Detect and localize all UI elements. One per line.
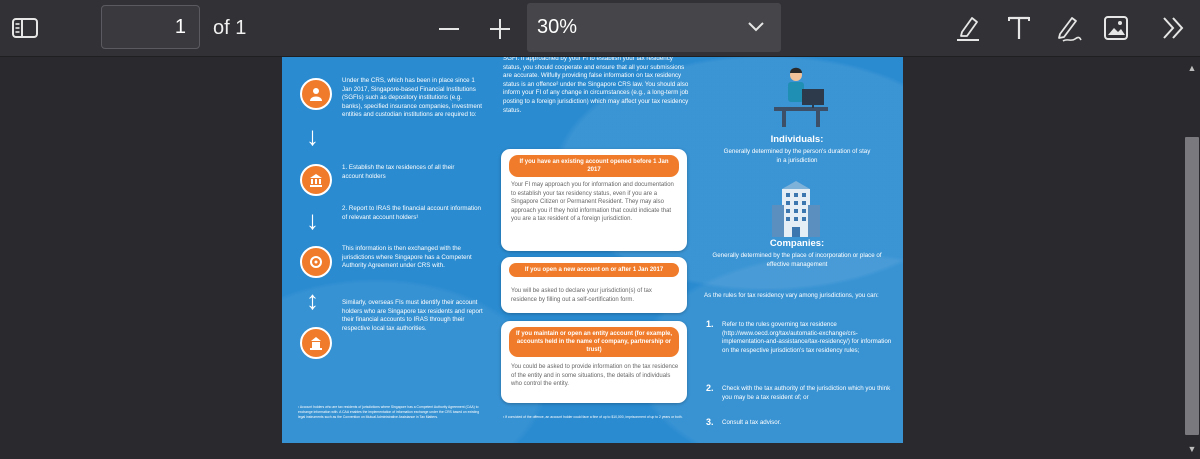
- bank-icon: [300, 164, 332, 196]
- sidebar-toggle-icon: [11, 17, 39, 39]
- rule-two-text: Check with the tax authority of the jurisdiction which you think you may be a tax resident of; or: [722, 385, 891, 401]
- rule-three-text: Consult a tax advisor.: [722, 419, 782, 426]
- middle-footnote: ² If convicted of the offence, an account holder could face a fine of up to $10,000, imprisonment of up to 2 years or both.: [503, 415, 683, 419]
- overseas-text: Similarly, overseas FIs must identify their account holders who are Singapore tax residents and report their financial accounts to IRAS through their respective local tax authorities.: [342, 299, 483, 332]
- entity-account-body: You could be asked to provide information on the tax residence of the entity and in some situations, the details of individuals who control the entity.: [511, 364, 679, 387]
- rule-three-number: 3.: [706, 417, 714, 427]
- scroll-down-icon[interactable]: ▼: [1187, 444, 1197, 454]
- crs-intro-text: Under the CRS, which has been in place since 1 Jan 2017, Singapore-based Financial Institutions (SGFIs) such as depository institutions (e.g. banks), specified insurance companies, investment entities and custodian institutions are required to:: [342, 77, 482, 119]
- existing-account-body: Your FI may approach you for information and documentation to establish your tax residency status, even if you are a Singapore Citizen or Permanent Resident. They may also approach you if they hold information that could indicate that you are a tax resident of a foreign jurisdiction.: [511, 182, 674, 222]
- individuals-heading: Individuals:: [770, 134, 824, 145]
- pdf-toolbar: [0, 0, 1200, 57]
- add-image-button[interactable]: [1099, 12, 1133, 44]
- highlight-button[interactable]: [950, 12, 986, 44]
- sidebar-toggle-button[interactable]: [8, 14, 42, 42]
- rule-one-number: 1.: [706, 319, 714, 329]
- companies-heading: Companies:: [769, 238, 825, 249]
- scroll-up-icon[interactable]: ▲: [1187, 63, 1197, 73]
- pdf-page: [282, 57, 903, 443]
- page-number-input[interactable]: 1: [101, 5, 200, 49]
- minus-icon: [436, 16, 462, 42]
- zoom-select[interactable]: [527, 3, 781, 52]
- entity-account-title: If you maintain or open an entity account (for example, accounts held in the name of company, partnership or trust): [509, 327, 679, 357]
- left-footnote: ¹ Account holders who are tax residents of jurisdictions where Singapore has a Competent Authority Agreement (CAA) to exchange information with. A CAA enables the implementation of information exchange under the CRS based on existing legal instruments such as the Convention on Mutual Administrative Assistance in Tax Matters.: [298, 405, 480, 419]
- zoom-value: 30%: [537, 16, 578, 38]
- add-text-button[interactable]: [1002, 12, 1036, 44]
- draw-icon: [1053, 13, 1083, 43]
- up-down-arrow-icon: ↕: [306, 285, 319, 315]
- existing-account-title: If you have an existing account opened before 1 Jan 2017: [509, 155, 679, 177]
- more-tools-button[interactable]: [1156, 12, 1190, 44]
- exchange-text: This information is then exchanged with the jurisdictions where Singapore has a Competent Authority Agreement under CRS with.: [342, 245, 472, 270]
- chevron-down-icon: [747, 19, 765, 35]
- individuals-description: Generally determined by the person's duration of stay in a jurisdiction: [723, 148, 871, 164]
- rules-intro-text: As the rules for tax residency vary among jurisdictions, you can:: [704, 292, 879, 299]
- existing-account-card: [501, 149, 687, 251]
- companies-description: Generally determined by the place of incorporation or place of effective management: [712, 252, 882, 268]
- exchange-icon: [300, 246, 332, 278]
- step-one-text: 1. Establish the tax residences of all their account holders: [342, 164, 455, 180]
- down-arrow-icon: ↓: [306, 121, 319, 151]
- page-total-label: of 1: [213, 17, 247, 39]
- new-account-title: If you open a new account on or after 1 Jan 2017: [509, 263, 679, 277]
- plus-icon: [487, 16, 513, 42]
- down-arrow-icon: ↓: [306, 205, 319, 235]
- step-two-text: 2. Report to IRAS the financial account information of relevant account holders¹: [342, 205, 481, 221]
- rule-two-number: 2.: [706, 383, 714, 393]
- new-account-body: You will be asked to declare your jurisdiction(s) of tax residence by filling out a self-certification form.: [511, 288, 652, 303]
- person-icon: [300, 78, 332, 110]
- highlight-icon: [953, 13, 983, 43]
- scrollbar-thumb[interactable]: [1185, 137, 1199, 435]
- rule-one-text: Refer to the rules governing tax residence (http://www.oecd.org/tax/automatic-exchange/crs-implementation-and-assistance/tax-residency/) for information on the respective jurisdiction's tax residency rules;: [722, 321, 892, 354]
- new-account-card: [501, 257, 687, 313]
- middle-top-text: SGFI. If approached by your FI to establish your tax residency status, you should cooperate and ensure that all your submissions are accurate. Wilfully providing false information on tax residency status is an offence² under the Singapore CRS law. You should also inform your FI of any change in circumstances (e.g., a long-term job posting to a foreign jurisdiction) which may affect your tax residency status.: [503, 57, 689, 114]
- double-chevron-right-icon: [1159, 14, 1187, 42]
- desk-worker-illustration: [766, 67, 836, 129]
- building-icon: [300, 327, 332, 359]
- zoom-in-button[interactable]: [485, 14, 515, 44]
- office-building-illustration: [768, 179, 824, 239]
- zoom-out-button[interactable]: [434, 14, 464, 44]
- draw-button[interactable]: [1050, 12, 1086, 44]
- text-icon: [1005, 13, 1033, 43]
- image-icon: [1102, 14, 1130, 42]
- entity-account-card: [501, 321, 687, 403]
